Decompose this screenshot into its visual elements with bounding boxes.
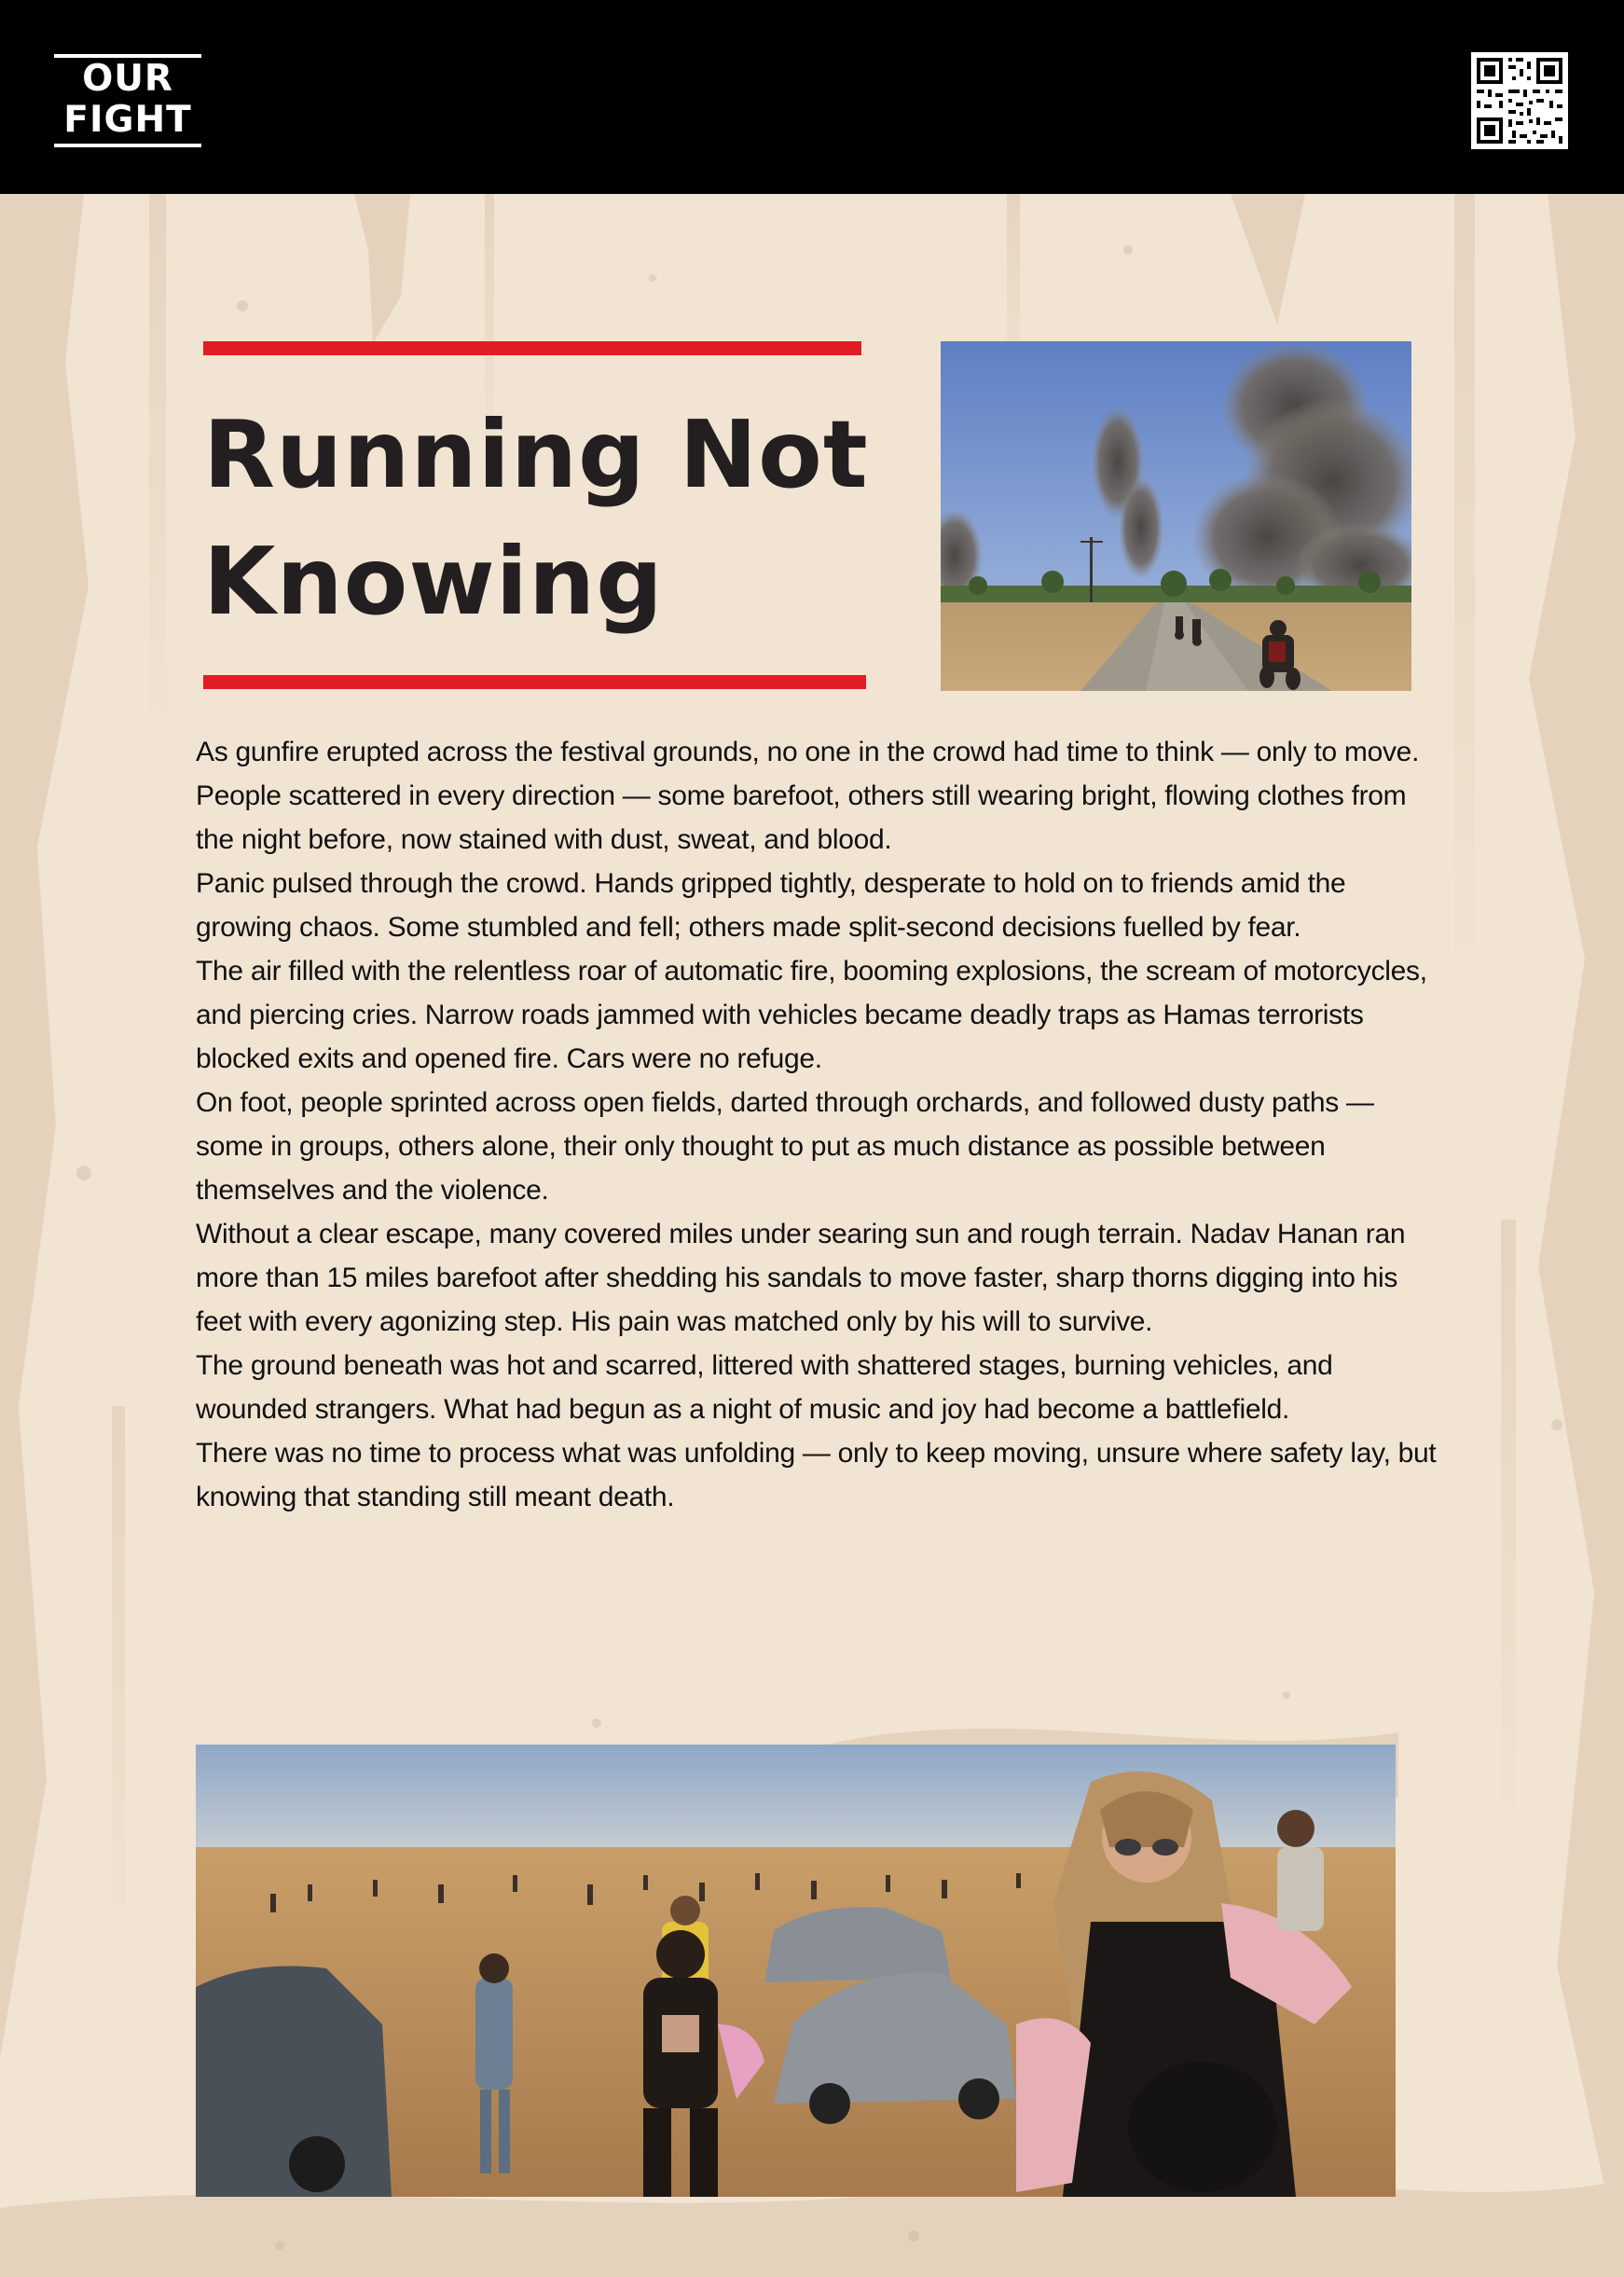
page-title-line-2: Knowing — [203, 527, 664, 636]
logo-line-1: OUR — [82, 58, 173, 100]
paragraph: The air filled with the relentless roar of automatic fire, booming explosions, the scream of motorcycles, and piercing cries. Narrow roads jammed with vehicles became deadly traps as Hamas terrorists blocked exits and opened fire. Cars were no refuge. — [196, 956, 1427, 1074]
paragraph: People scattered in every direction — some barefoot, others still wearing bright, flowing clothes from the night before, now stained with dust, sweat, and blood. — [196, 780, 1407, 855]
page-title-line-1: Running Not — [203, 400, 869, 509]
logo-line-2: FIGHT — [63, 99, 192, 141]
paragraph: On foot, people sprinted across open fields, darted through orchards, and followed dusty paths — some in groups, others alone, their only thought to put as much distance as possible between themselves and the violence. — [196, 1087, 1374, 1206]
paragraph: Without a clear escape, many covered miles under searing sun and rough terrain. Nadav Hanan ran more than 15 miles barefoot after shedding his sandals to move faster, sharp thorns digging into his feet with every agonizing step. His pain was matched only by his will to survive. — [196, 1219, 1406, 1337]
page-title — [203, 392, 912, 645]
article-body — [196, 730, 1445, 1519]
our-fight-logo[interactable] — [54, 54, 201, 147]
paragraph: Panic pulsed through the crowd. Hands gripped tightly, desperate to hold on to friends amid the growing chaos. Some stumbled and fell; others made split-second decisions fuelled by fear. — [196, 868, 1346, 943]
qr-code-icon[interactable] — [1471, 52, 1568, 149]
paragraph: As gunfire erupted across the festival grounds, no one in the crowd had time to think — only to move. — [196, 737, 1420, 767]
logo-rule-bottom — [54, 144, 201, 147]
title-rule-bottom — [203, 675, 866, 689]
paragraph: There was no time to process what was unfolding — only to keep moving, unsure where safety lay, but knowing that standing still meant death. — [196, 1438, 1437, 1512]
photo-smoke-road — [941, 341, 1411, 691]
header-bar — [0, 0, 1624, 194]
paragraph: The ground beneath was hot and scarred, littered with shattered stages, burning vehicles, and wounded strangers. What had begun as a night of music and joy had become a battlefield. — [196, 1350, 1333, 1425]
photo-people-fleeing — [196, 1745, 1396, 2197]
title-rule-top — [203, 341, 861, 355]
